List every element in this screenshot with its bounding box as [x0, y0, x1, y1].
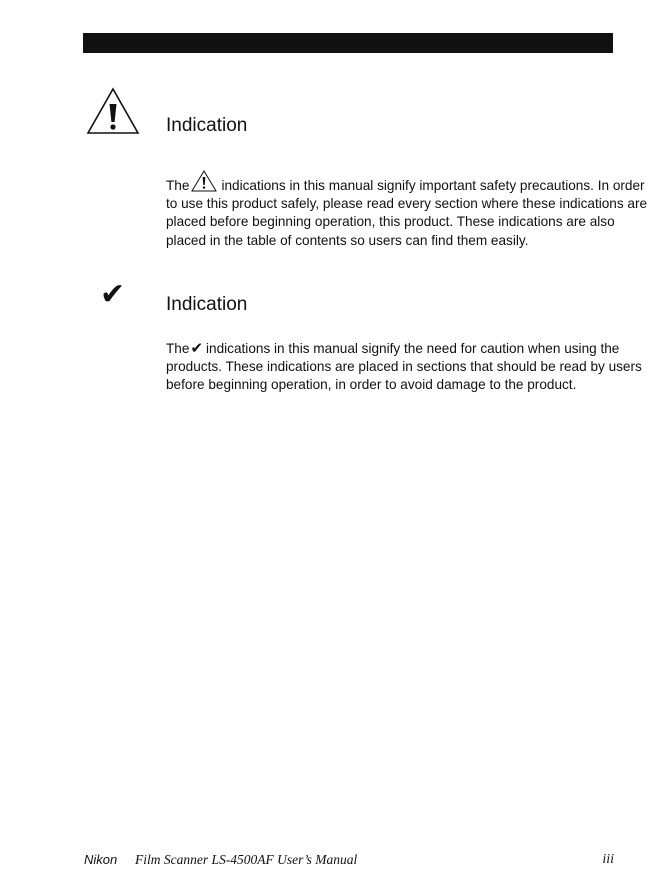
footer-manual-title: Film Scanner LS-4500AF User’s Manual [135, 852, 358, 867]
inline-check-mark-icon: ✔ [190, 339, 204, 357]
caution-section-heading: Indication [166, 294, 248, 315]
footer-page-number: iii [602, 852, 614, 867]
warning-text-lead: The [166, 178, 190, 193]
caution-section-text [166, 339, 652, 395]
footer-brand: Nikon [84, 852, 118, 867]
check-mark-icon: ✔ [100, 277, 126, 312]
warning-text-body: indications in this manual signify important safety precautions. In order to use this product safely, please read every section where these indications are placed before beginning operation, this product. These indications are also placed in the table of contents so users can find them easily. [166, 178, 648, 248]
warning-triangle-icon [86, 87, 140, 135]
warning-section-heading: Indication [166, 115, 248, 136]
header-bar [83, 33, 613, 53]
inline-warning-triangle-icon [191, 170, 217, 192]
page-footer [84, 851, 614, 869]
warning-section-text [166, 170, 652, 250]
caution-text-lead: The [166, 341, 190, 356]
caution-text-body: indications in this manual signify the need for caution when using the products. These indications are placed in sections that should be read by users before beginning operation, in order to avoid damage to the product. [166, 341, 642, 393]
